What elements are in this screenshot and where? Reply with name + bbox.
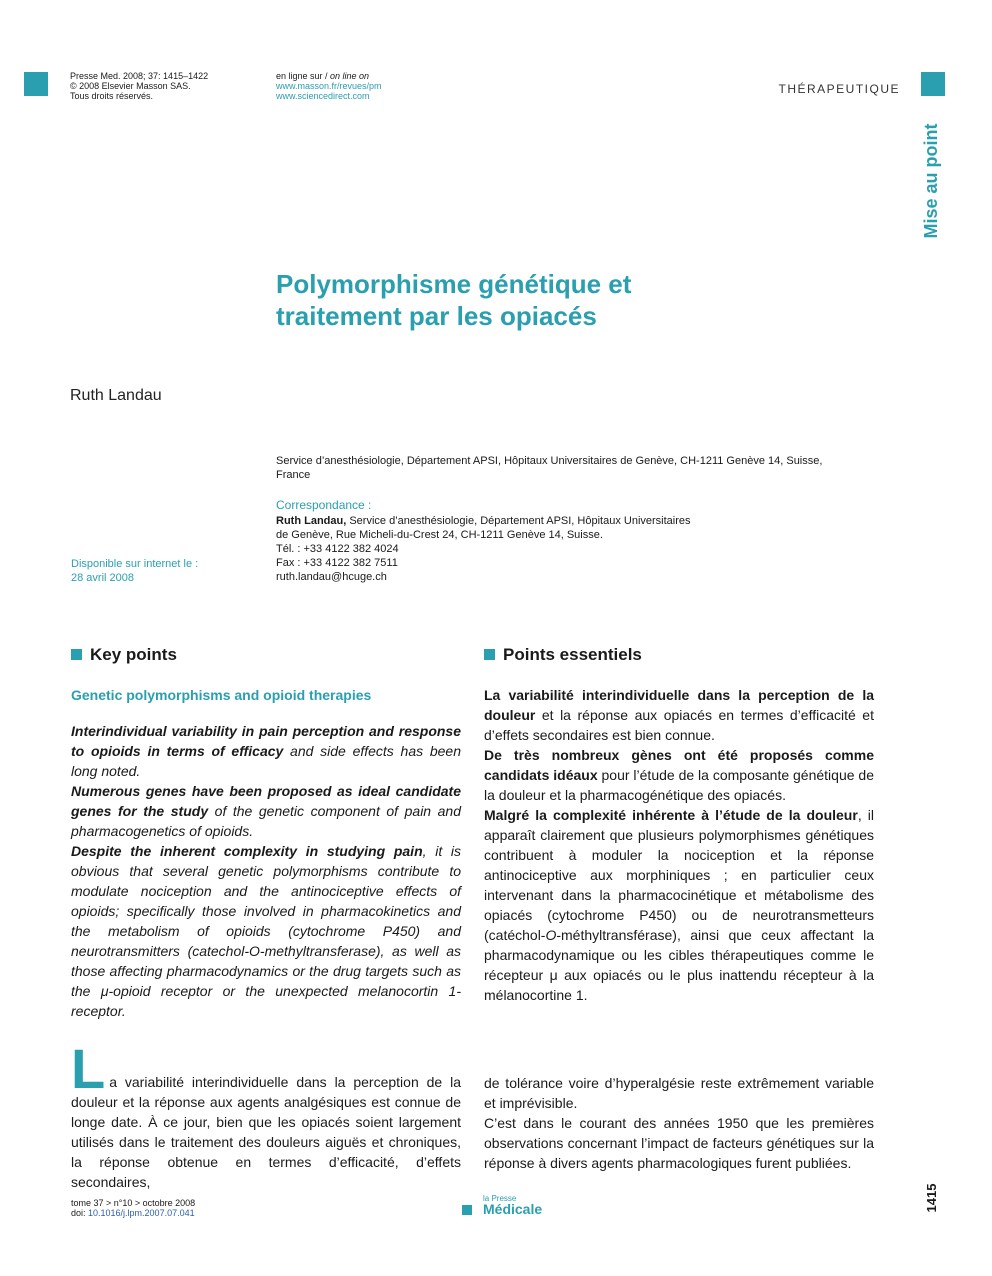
journal-logo [462, 1196, 572, 1218]
corner-square-right [921, 72, 945, 96]
key-point-3: Despite the inherent complexity in studying pain, it is obvious that several genetic polymorphisms contribute to modulate nociception and the antinociceptive effects of opioids; specifically those involved in pharmacokinetics and the metabolism of opioids (cytochrome P450) and neurotransmitters (catechol-O-methyltransferase), as well as those affecting pharmacodynamics or the drug targets such as the μ-opioid receptor or the unexpected melanocortin 1-receptor. [71, 843, 462, 1019]
key-point-2: Numerous genes have been proposed as ideal candidate genes for the study of the genetic component of pain and pharmacogenetics of opioids. [71, 783, 461, 839]
key-points-subheading: Genetic polymorphisms and opioid therapies [71, 687, 372, 703]
corner-square-left [24, 72, 48, 96]
corr-line-1: Ruth Landau, Service d’anesthésiologie, Département APSI, Hôpitaux Universitaires [276, 515, 691, 527]
available-label: Disponible sur internet le : [71, 558, 199, 570]
square-bullet-icon [484, 649, 495, 660]
logo-square-icon [462, 1205, 472, 1215]
corr-fax: Fax : +33 4122 382 7511 [276, 557, 398, 569]
point-essentiel-3: Malgré la complexité inhérente à l’étude de la douleur, il apparaît clairement que plusieurs polymorphismes génétiques contribuent à moduler la nociception et la réponse antinociceptive aux morphiniques ; en particulier ceux intervenant dans la pharmacocinétique et métabolisme des opiacés (cytochrome P450) ou de neurotransmetteurs (catéchol-O-méthyltransférase), ainsi que ceux affectant la pharmacodynamique ou les cibles thérapeutiques comme le récepteur μ aux opiacés ou le plus inattendu récepteur à la mélanocortine 1. [484, 807, 874, 1003]
footer-issue-block [71, 1198, 331, 1218]
issue-info: tome 37 > n°10 > octobre 2008 [71, 1198, 196, 1208]
url-masson[interactable]: www.masson.fr/revues/pm [276, 81, 382, 91]
affiliation-line-1: Service d’anesthésiologie, Département APSI, Hôpitaux Universitaires de Genève, CH-1211 Genève 14, Suisse, [276, 455, 823, 467]
main-text-left [71, 1037, 461, 1192]
points-essentiels-heading: Points essentiels [484, 645, 874, 665]
title-line-2: traitement par les opiacés [276, 301, 597, 331]
drop-cap: L [71, 1037, 106, 1100]
point-essentiel-1: La variabilité interindividuelle dans la perception de la douleur et la réponse aux opiacés en termes d’efficacité et d’effets secondaires est bien connue. [484, 687, 874, 743]
key-points-body [71, 721, 461, 1021]
author: Ruth Landau [70, 387, 162, 404]
points-essentiels-section [484, 645, 874, 1005]
main-text-right [484, 1073, 874, 1173]
main-para-right-2: C’est dans le courant des années 1950 que les premières observations concernant l’impact de facteurs génétiques sur la réponse à divers agents pharmacologiques furent publiées. [484, 1115, 874, 1171]
online-label: en ligne sur / on line on [276, 71, 370, 81]
title-line-1: Polymorphisme génétique et [276, 269, 632, 299]
square-bullet-icon [71, 649, 82, 660]
correspondance-label: Correspondance : [276, 498, 372, 512]
copyright: © 2008 Elsevier Masson SAS. [70, 81, 191, 91]
points-essentiels-body [484, 685, 874, 1005]
doi-line: doi: 10.1016/j.lpm.2007.07.041 [71, 1208, 195, 1218]
main-para-right-1: de tolérance voire d’hyperalgésie reste extrêmement variable et imprévisible. [484, 1075, 874, 1111]
logo-big-text: Médicale [483, 1201, 543, 1217]
corr-tel: Tél. : +33 4122 382 4024 [276, 543, 399, 555]
article-title [276, 268, 796, 332]
key-points-heading: Key points [71, 645, 461, 665]
side-label: Mise au point [921, 123, 941, 239]
key-point-1: Interindividual variability in pain perception and response to opioids in terms of efficacy and side effects has been long noted. [71, 723, 461, 779]
url-sciencedirect[interactable]: www.sciencedirect.com [276, 91, 370, 101]
doi-link[interactable]: 10.1016/j.lpm.2007.07.041 [88, 1208, 195, 1218]
corr-email[interactable]: ruth.landau@hcuge.ch [276, 571, 387, 583]
rights: Tous droits réservés. [70, 91, 154, 101]
available-block [71, 557, 251, 585]
point-essentiel-2: De très nombreux gènes ont été proposés comme candidats idéaux pour l’étude de la composante génétique de la douleur et la pharmacogénétique des opiacés. [484, 747, 874, 803]
citation-block [70, 71, 260, 101]
main-para-left: a variabilité interindividuelle dans la perception de la douleur et la réponse aux agents analgésiques est connue de longe date. À ce jour, bien que les opiacés soient largement utilisés dans le traitement des douleurs aiguës et chroniques, la réponse obtenue en termes d’efficacité, d’effets secondaires, [71, 1074, 461, 1190]
section-label: THÉRAPEUTIQUE [778, 82, 900, 96]
online-block [276, 71, 476, 101]
affiliation-line-2: France [276, 469, 311, 481]
corr-line-2: de Genève, Rue Micheli-du-Crest 24, CH-1211 Genève 14, Suisse. [276, 529, 603, 541]
key-points-section [71, 645, 461, 1021]
logo-small-text: la Presse [483, 1194, 517, 1203]
affiliation [276, 454, 846, 482]
page-number: 1415 [924, 1183, 939, 1213]
correspondance-block [276, 498, 756, 584]
citation: Presse Med. 2008; 37: 1415–1422 [70, 71, 209, 81]
available-date: 28 avril 2008 [71, 572, 134, 584]
